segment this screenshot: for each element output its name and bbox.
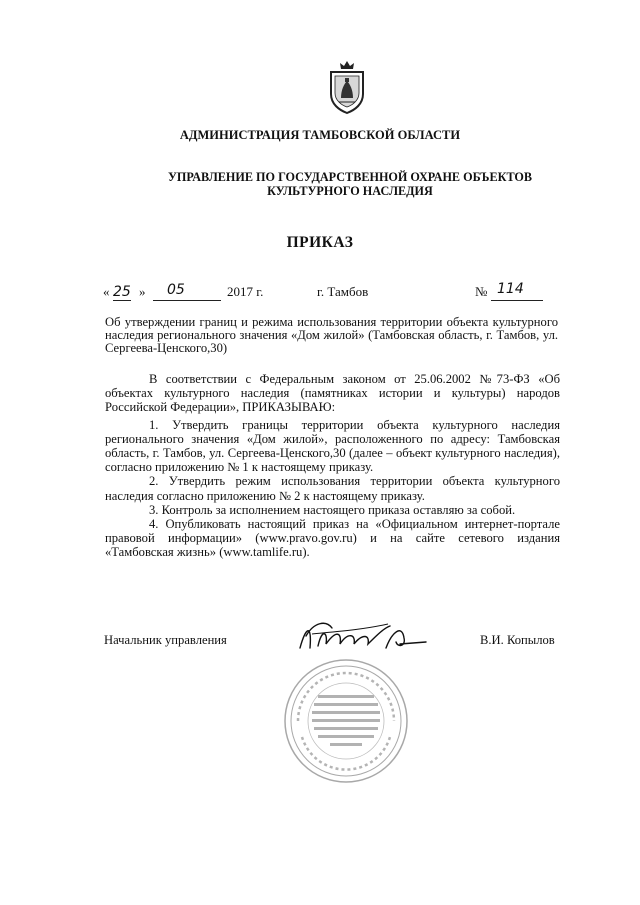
date-day: 25 bbox=[113, 284, 131, 300]
department-name bbox=[150, 170, 550, 198]
department-line-2: КУЛЬТУРНОГО НАСЛЕДИЯ bbox=[267, 184, 433, 198]
signer-name: В.И. Копылов bbox=[480, 633, 555, 647]
date-quote-close: » bbox=[139, 284, 146, 299]
date-month: 05 bbox=[167, 282, 185, 298]
date-month-field bbox=[153, 284, 221, 301]
signature-icon bbox=[292, 618, 432, 658]
city: г. Тамбов bbox=[317, 284, 369, 299]
document-type: ПРИКАЗ bbox=[286, 234, 354, 251]
number-label: № bbox=[475, 284, 488, 299]
order-number: 114 bbox=[497, 281, 524, 297]
preamble: В соответствии с Федеральным законом от 25.06.2002 №73-ФЗ «Об объектах культурного наследия (памятниках истории и культуры) народов Российской Федерации», ПРИКАЗЫВАЮ: bbox=[105, 372, 560, 415]
organization-name: АДМИНИСТРАЦИЯ ТАМБОВСКОЙ ОБЛАСТИ bbox=[179, 128, 461, 142]
order-item-3: 3. Контроль за исполнением настоящего приказа оставляю за собой. bbox=[149, 502, 516, 517]
order-body bbox=[105, 372, 560, 560]
date-year: 2017 г. bbox=[227, 284, 264, 299]
order-item-1: 1. Утвердить границы территории объекта культурного наследия регионального значения «Дом жилой», расположенного по адресу: Тамбовская область, г. Тамбов, ул. Сергеева-Ценского,30 (далее – объект культурного наследия), согласно приложению № 1 к настоящему приказу. bbox=[105, 417, 560, 475]
department-line-1: УПРАВЛЕНИЕ ПО ГОСУДАРСТВЕННОЙ ОХРАНЕ ОБЪЕКТОВ bbox=[167, 170, 533, 184]
order-item-4: 4. Опубликовать настоящий приказ на «Официальном интернет-портале правовой информации» (www.pravo.gov.ru) и на сайте сетевого издания «Тамбовская жизнь» (www.tamlife.ru). bbox=[105, 517, 560, 560]
official-seal-icon bbox=[282, 657, 410, 785]
date-number-line bbox=[103, 281, 543, 304]
date-quote-open: « bbox=[103, 284, 110, 299]
order-subject: Об утверждении границ и режима использования территории объекта культурного наследия регионального значения «Дом жилой» (Тамбовская область, г. Тамбов, ул. Сергеева-Ценского,30) bbox=[105, 315, 558, 355]
signer-title: Начальник управления bbox=[104, 633, 227, 647]
order-item-2: 2. Утвердить режим использования территории объекта культурного наследия согласно приложению № 2 к настоящему приказу. bbox=[105, 474, 560, 503]
coat-of-arms-icon bbox=[325, 58, 369, 116]
